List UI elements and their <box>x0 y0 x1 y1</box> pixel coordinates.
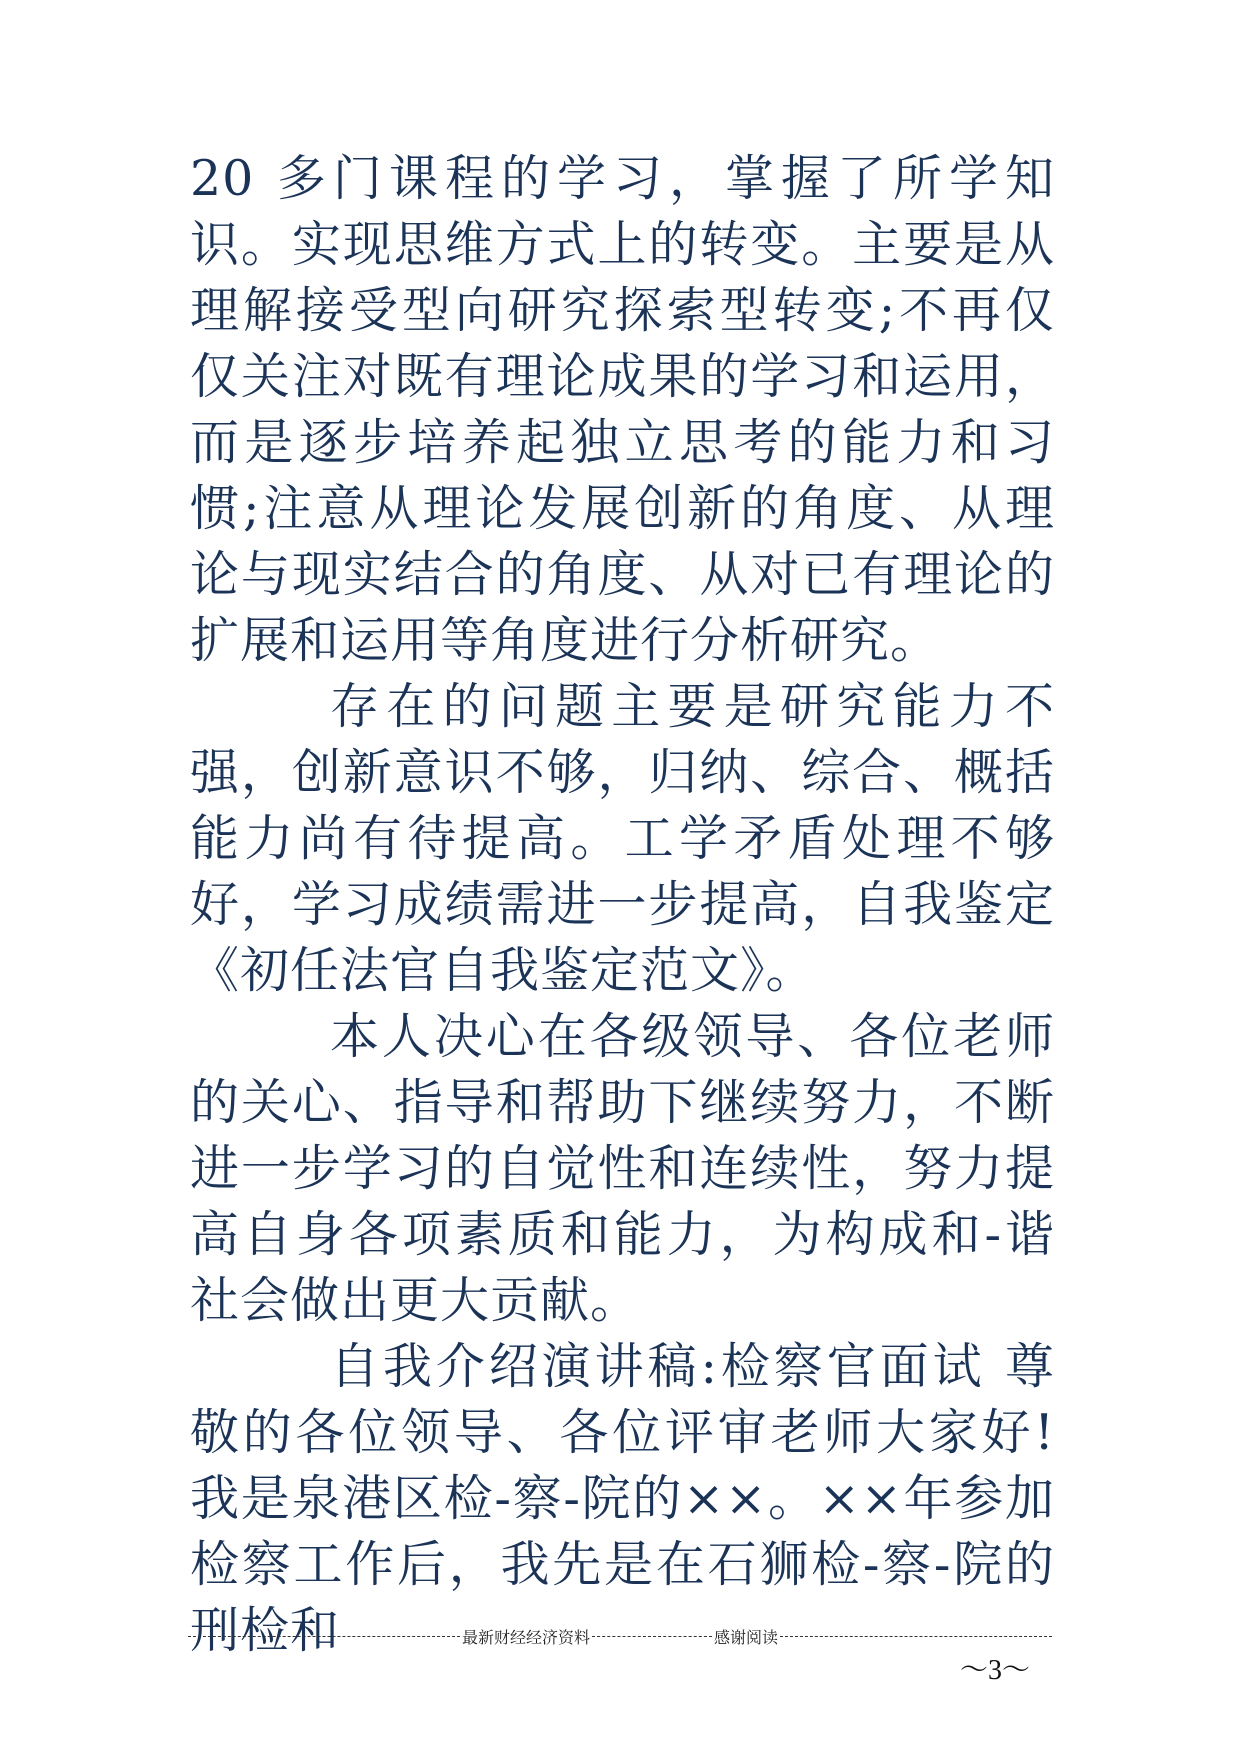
page-number: ～3～ <box>960 1655 1031 1686</box>
body-text <box>190 146 1055 1664</box>
footer-right-text: 感谢阅读 <box>714 1628 779 1647</box>
paragraph-1: 20 多门课程的学习，掌握了所学知识。实现思维方式上的转变。主要是从理解接受型向研究探索型转变;不再仅仅关注对既有理论成果的学习和运用，而是逐步培养起独立思考的能力和习惯;注意从理论发展创新的角度、从理论与现实结合的角度、从对已有理论的扩展和运用等角度进行分析研究。 <box>190 150 1055 669</box>
paragraph-3: 本人决心在各级领导、各位老师的关心、指导和帮助下继续努力，不断进一步学习的自觉性和连续性，努力提高自身各项素质和能力，为构成和-谐社会做出更大贡献。 <box>190 1008 1055 1329</box>
footer-dash-middle <box>592 1636 712 1637</box>
footer-divider <box>186 1625 1054 1648</box>
paragraph-2: 存在的问题主要是研究能力不强，创新意识不够，归纳、综合、概括能力尚有待提高。工学矛盾处理不够好，学习成绩需进一步提高，自我鉴定《初任法官自我鉴定范文》。 <box>190 678 1055 999</box>
footer-dash-right <box>780 1636 1052 1637</box>
paragraph-4: 自我介绍演讲稿:检察官面试 尊敬的各位领导、各位评审老师大家好!我是泉港区检-察-院的××。××年参加检察工作后，我先是在石狮检-察-院的刑检和 <box>190 1338 1055 1659</box>
footer-dash-left <box>188 1636 460 1637</box>
footer-left-text: 最新财经经济资料 <box>461 1628 590 1647</box>
